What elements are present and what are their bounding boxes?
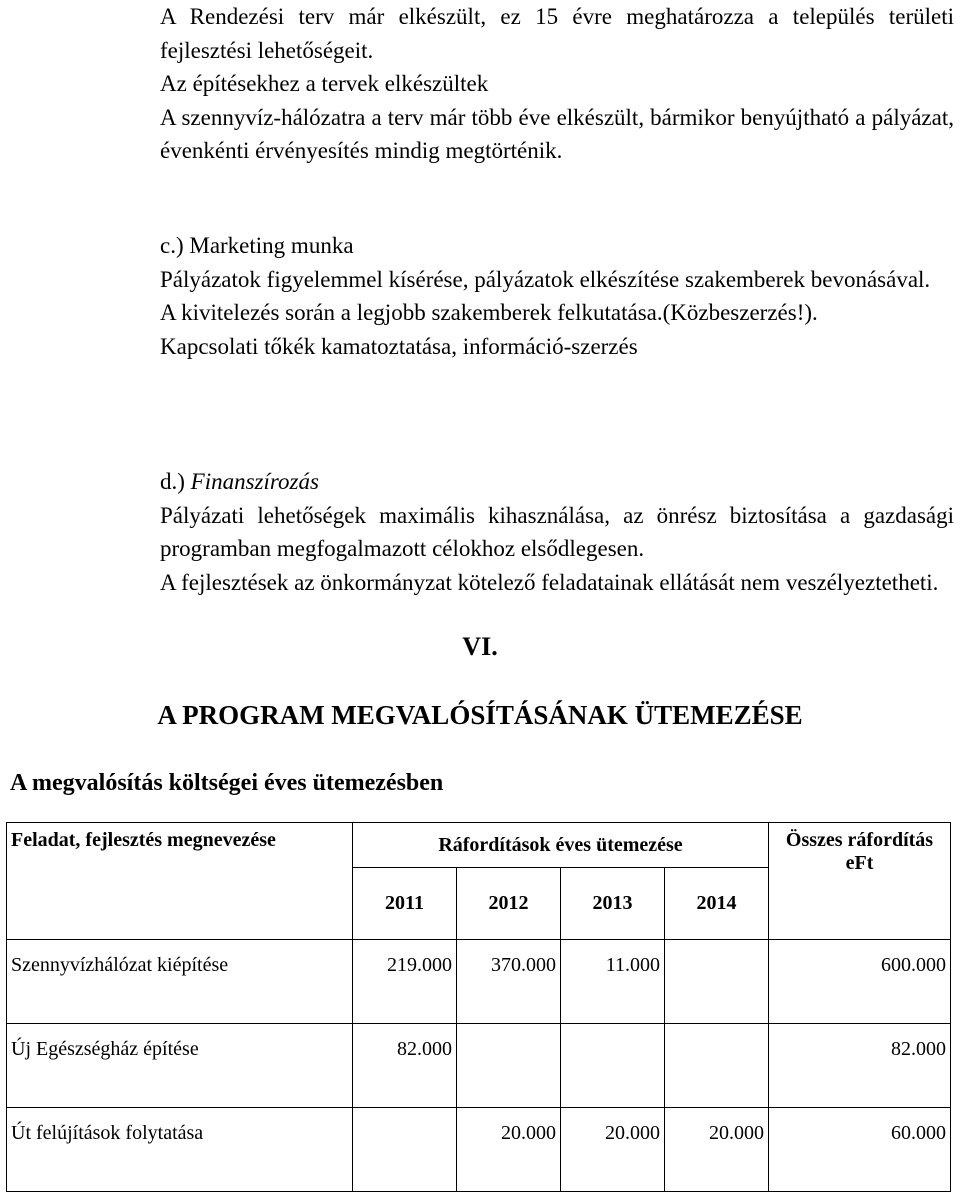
header-task: Feladat, fejlesztés megnevezése [7, 823, 353, 940]
section-paragraph: A fejlesztések az önkormányzat kötelező feladatainak ellátását nem veszélyeztetheti. [160, 569, 939, 595]
table-row [7, 1108, 951, 1192]
row-value-2012 [457, 1024, 561, 1108]
row-value-2011 [353, 1108, 457, 1192]
row-value-2012: 370.000 [457, 940, 561, 1024]
section-financing [160, 465, 954, 599]
row-value-2014 [665, 940, 769, 1024]
section-title: Finanszírozás [190, 469, 319, 494]
row-value-2011: 219.000 [353, 940, 457, 1024]
chapter-number: VI. [462, 632, 498, 661]
header-year: 2014 [665, 868, 769, 940]
section-paragraph: Pályázati lehetőségek maximális kihasználása, az önrész biztosítása a gazdasági programban megfogalmazott célokhoz elsődlegesen. [160, 502, 954, 561]
header-annual: Ráfordítások éves ütemezése [353, 823, 769, 868]
header-year: 2013 [561, 868, 665, 940]
row-total: 600.000 [769, 940, 951, 1024]
section-prefix: d.) [160, 469, 191, 494]
row-value-2011: 82.000 [353, 1024, 457, 1108]
row-total: 60.000 [769, 1108, 951, 1192]
cost-table [6, 822, 951, 1192]
section-heading: c.) Marketing munka [160, 233, 354, 258]
header-total: Összes ráfordítás eFt [769, 823, 951, 940]
table-header-row [7, 823, 951, 868]
intro-paragraph: A szennyvíz-hálózatra a terv már több éve elkészült, bármikor benyújtható a pályázat, évenkénti érvényesítés mindig megtörténik. [160, 104, 954, 163]
intro-block [160, 0, 954, 168]
row-name: Szennyvízhálózat kiépítése [7, 940, 353, 1024]
row-value-2013 [561, 1024, 665, 1108]
row-value-2013: 20.000 [561, 1108, 665, 1192]
section-paragraph: Kapcsolati tőkék kamatoztatása, információ-szerzés [160, 333, 638, 359]
section-paragraph: Pályázatok figyelemmel kísérése, pályázatok elkészítése szakemberek bevonásával. [160, 266, 931, 292]
section-heading [160, 465, 954, 499]
chapter-title: A PROGRAM MEGVALÓSÍTÁSÁNAK ÜTEMEZÉSE [157, 700, 803, 730]
row-value-2012: 20.000 [457, 1108, 561, 1192]
section-paragraph: A kivitelezés során a legjobb szakemberek felkutatása.(Közbeszerzés!). [160, 300, 818, 325]
row-value-2014: 20.000 [665, 1108, 769, 1192]
intro-line: Az építésekhez a tervek elkészültek [160, 71, 489, 96]
header-year: 2011 [353, 868, 457, 940]
table-title: A megvalósítás költségei éves ütemezésben [10, 770, 444, 796]
header-year: 2012 [457, 868, 561, 940]
intro-paragraph: A Rendezési terv már elkészült, ez 15 évre meghatározza a település területi fejlesztési lehetőségeit. [160, 4, 954, 63]
row-name: Új Egészségház építése [7, 1024, 353, 1108]
table-row [7, 1024, 951, 1108]
section-marketing [160, 229, 954, 363]
row-value-2014 [665, 1024, 769, 1108]
table-row [7, 940, 951, 1024]
row-total: 82.000 [769, 1024, 951, 1108]
row-name: Út felújítások folytatása [7, 1108, 353, 1192]
row-value-2013: 11.000 [561, 940, 665, 1024]
